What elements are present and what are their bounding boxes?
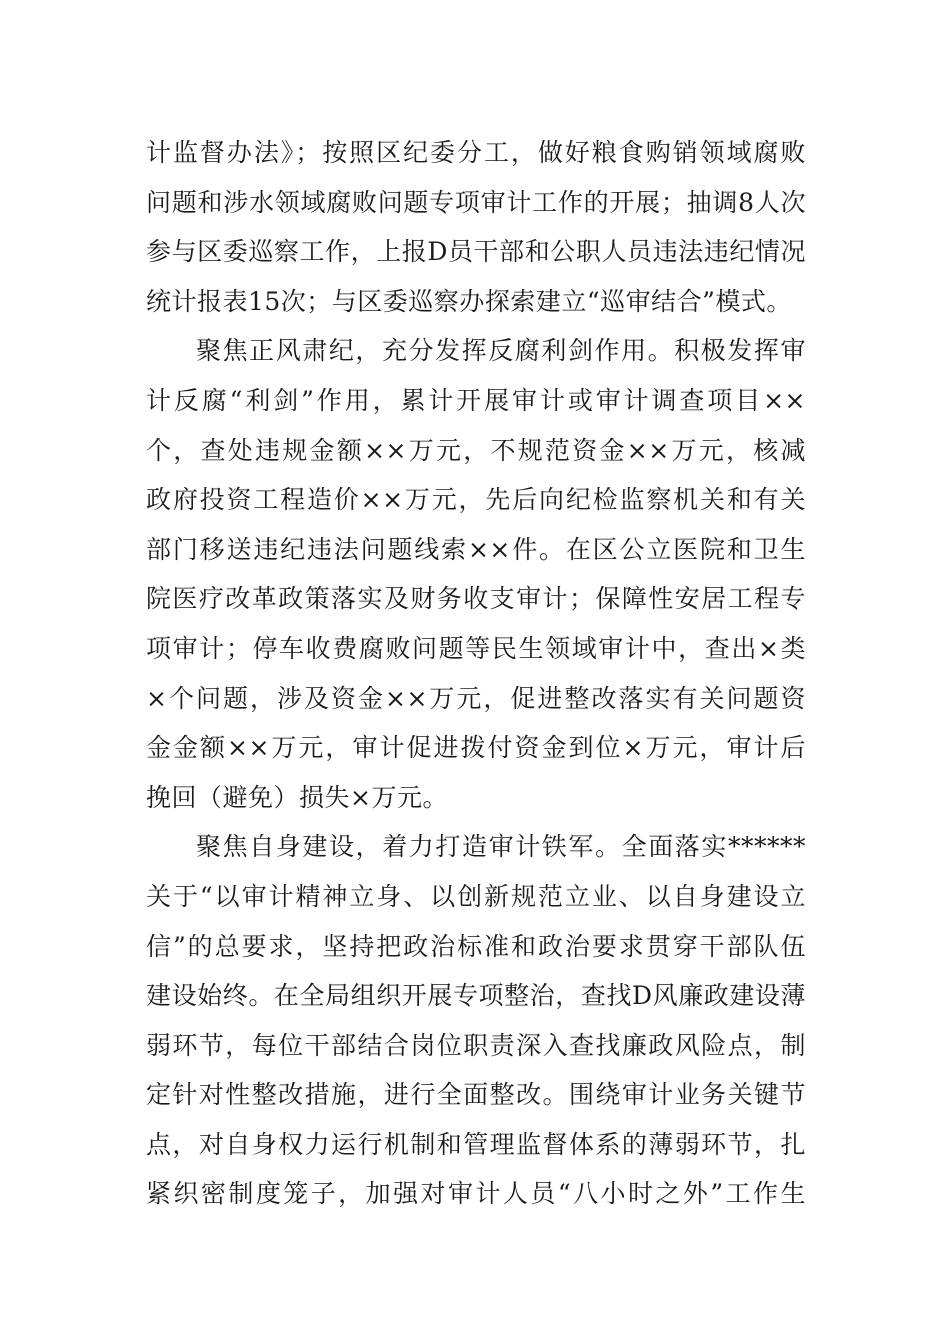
text-line: 弱环节，每位干部结合岗位职责深入查找廉政风险点，制 [146,1030,806,1060]
text-line: 部门移送违纪违法问题线索××件。在区公立医院和卫生 [146,534,806,564]
text-line: 定针对性整改措施，进行全面整改。围绕审计业务关键节 [146,1080,806,1110]
text-line: 参与区委巡察工作，上报D员干部和公职人员违法违纪情况 [146,237,806,267]
text-line: 计监督办法》；按照区纪委分工，做好粮食购销领域腐败 [146,138,806,167]
text-line: 院医疗改革政策落实及财务收支审计；保障性安居工程专 [146,584,806,614]
text-line: 点，对自身权力运行机制和管理监督体系的薄弱环节，扎 [146,1129,806,1159]
text-line: 计反腐“利剑”作用，累计开展审计或审计调查项目×× [146,385,806,415]
text-line: 个，查处违规金额××万元，不规范资金××万元，核减 [146,435,806,465]
text-line: 紧织密制度笼子，加强对审计人员“八小时之外”工作生 [146,1179,806,1209]
text-line: 关于“以审计精神立身、以创新规范立业、以自身建设立 [146,881,806,911]
text-line: 问题和涉水领域腐败问题专项审计工作的开展；抽调8人次 [146,187,806,217]
body-text [146,128,806,1219]
text-line: ×个问题，涉及资金××万元，促进整改落实有关问题资 [146,683,806,713]
text-line: 政府投资工程造价××万元，先后向纪检监察机关和有关 [146,485,806,515]
text-line: 金金额××万元，审计促进拨付资金到位×万元，审计后 [146,733,806,763]
text-line: 建设始终。在全局组织开展专项整治，查找D风廉政建设薄 [146,981,806,1011]
text-line: 项审计；停车收费腐败问题等民生领域审计中，查出×类 [146,633,806,663]
paragraph-first-line: 聚焦正风肃纪，充分发挥反腐利剑作用。积极发挥审 [196,336,806,366]
paragraph-first-line: 聚焦自身建设，着力打造审计铁军。全面落实****** [196,832,806,862]
text-line: 信”的总要求，坚持把政治标准和政治要求贯穿干部队伍 [146,931,806,961]
text-line: 挽回（避免）损失×万元。 [146,782,448,812]
text-line: 统计报表15次；与区委巡察办探索建立“巡审结合”模式。 [146,286,792,316]
